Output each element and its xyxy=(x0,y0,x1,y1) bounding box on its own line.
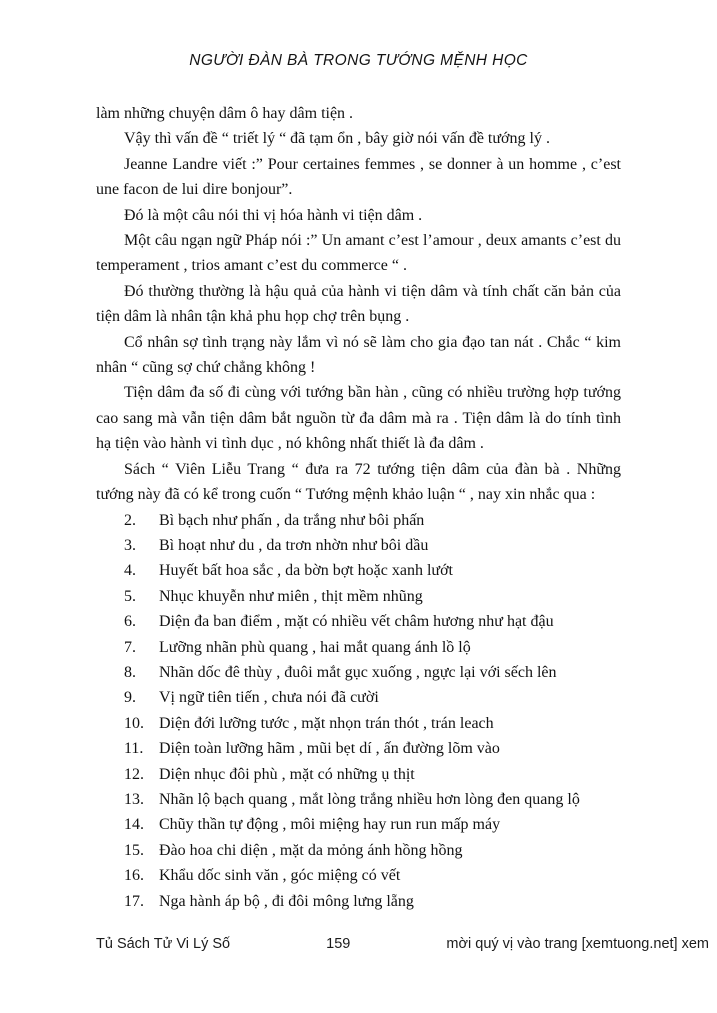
page-footer xyxy=(96,936,709,952)
list-item-number: 15. xyxy=(124,841,144,859)
list-item xyxy=(96,584,621,609)
list-item xyxy=(96,762,621,787)
list-item xyxy=(96,863,621,888)
list-item xyxy=(96,508,621,533)
list-item xyxy=(96,685,621,710)
list-item xyxy=(96,558,621,583)
paragraph: làm những chuyện dâm ô hay dâm tiện . xyxy=(96,105,354,122)
list-item-text: Bì bạch như phấn , da trắng như bôi phấn xyxy=(159,511,425,529)
list-item-number: 6. xyxy=(124,613,136,631)
list-item-text: Diện nhục đôi phù , mặt có những ụ thịt xyxy=(159,765,415,783)
list-item-text: Khẩu dốc sinh văn , góc miệng có vết xyxy=(159,867,401,885)
list-item-number: 11. xyxy=(124,740,144,758)
paragraph: Vậy thì vấn đề “ triết lý “ đã tạm ổn , bây giờ nói vấn đề tướng lý . xyxy=(124,130,550,148)
list-item-number: 8. xyxy=(124,663,136,681)
list-item xyxy=(96,533,621,558)
paragraph: Sách “ Viên Liễu Trang “ đưa ra 72 tướng tiện dâm của đàn bà . Những tướng này đã có kể trong cuốn “ Tướng mệnh khảo luận “ , nay xin nhắc qua : xyxy=(96,460,621,504)
list-item-number: 13. xyxy=(124,790,144,808)
list-item-number: 2. xyxy=(124,511,136,529)
paragraph: Tiện dâm đa số đi cùng với tướng bần hàn , cũng có nhiều trường hợp tướng cao sang mà vẫn tiện dâm bắt nguồn từ đa dâm mà ra . Tiện dâm là do tính tình hạ tiện vào hành vi tình dục , nó không nhất thiết là đa dâm . xyxy=(96,384,621,453)
list-item-text: Nhục khuyễn như miên , thịt mềm nhũng xyxy=(159,587,423,605)
list-item-number: 16. xyxy=(124,867,144,885)
page-title: NGƯỜI ĐÀN BÀ TRONG TƯỚNG MỆNH HỌC xyxy=(189,52,528,69)
list-item-text: Nhãn lộ bạch quang , mắt lòng trắng nhiều hơn lòng đen quang lộ xyxy=(159,790,580,808)
list-item xyxy=(96,787,621,812)
list-item-number: 9. xyxy=(124,689,136,707)
list-item-text: Diện đới lưỡng tước , mặt nhọn trán thót , trán leach xyxy=(159,714,494,732)
list-item-text: Vị ngữ tiên tiến , chưa nói đã cười xyxy=(159,689,379,707)
list-item-text: Lưỡng nhãn phù quang , hai mắt quang ánh lồ lộ xyxy=(159,638,471,656)
list-item xyxy=(96,889,621,914)
footer-series-label: Tủ Sách Tử Vi Lý Số xyxy=(96,936,231,952)
list-item-text: Diện đa ban điểm , mặt có nhiều vết châm hương như hạt đậu xyxy=(159,613,554,631)
paragraph: Đó thường thường là hậu quả của hành vi tiện dâm và tính chất căn bản của tiện dâm là nhân tận khả phu họp chợ trên bụng . xyxy=(96,282,621,326)
list-item xyxy=(96,635,621,660)
list-item-number: 17. xyxy=(124,892,144,910)
list-item xyxy=(96,609,621,634)
list-item-number: 3. xyxy=(124,536,136,554)
list-item-number: 14. xyxy=(124,816,144,834)
paragraph: Đó là một câu nói thi vị hóa hành vi tiện dâm . xyxy=(124,206,423,224)
list-item xyxy=(96,711,621,736)
list-item xyxy=(96,812,621,837)
list-item-number: 5. xyxy=(124,587,136,605)
list-item-text: Diện toàn lưỡng hãm , mũi bẹt dí , ấn đường lõm vào xyxy=(159,740,500,758)
paragraph: Cổ nhân sợ tình trạng này lắm vì nó sẽ làm cho gia đạo tan nát . Chắc “ kim nhân “ cũng sợ chứ chẳng không ! xyxy=(96,333,621,377)
list-item-text: Bì hoạt như du , da trơn nhờn như bôi dầu xyxy=(159,536,429,554)
list-item-text: Nga hành áp bộ , đi đôi mông lưng lẵng xyxy=(159,892,414,910)
list-item-number: 7. xyxy=(124,638,136,656)
list-item-text: Huyết bất hoa sắc , da bờn bợt hoặc xanh lướt xyxy=(159,562,453,580)
page-content xyxy=(96,52,621,914)
list-item-number: 4. xyxy=(124,562,136,580)
list-item-number: 12. xyxy=(124,765,144,783)
paragraph: Một câu ngạn ngữ Pháp nói :” Un amant c’est l’amour , deux amants c’est du temperament , trios amant c’est du commerce “ . xyxy=(96,232,621,275)
paragraph: Jeanne Landre viết :” Pour certaines femmes , se donner à un homme , c’est une facon de lui dire bonjour”. xyxy=(96,155,621,199)
list-item-text: Nhãn dốc đê thùy , đuôi mắt gục xuống , ngực lại với sếch lên xyxy=(159,663,557,681)
footer-site-note: mời quý vị vào trang [xemtuong.net] xem xyxy=(446,936,709,952)
list-item xyxy=(96,736,621,761)
page-number: 159 xyxy=(326,936,351,952)
list-item-text: Đào hoa chi diện , mặt da mỏng ánh hồng hồng xyxy=(159,841,463,859)
list-item xyxy=(96,660,621,685)
numbered-list xyxy=(96,508,621,915)
list-item-text: Chũy thần tự động , môi miệng hay run run mấp máy xyxy=(159,816,501,834)
list-item-number: 10. xyxy=(124,714,144,732)
list-item xyxy=(96,838,621,863)
